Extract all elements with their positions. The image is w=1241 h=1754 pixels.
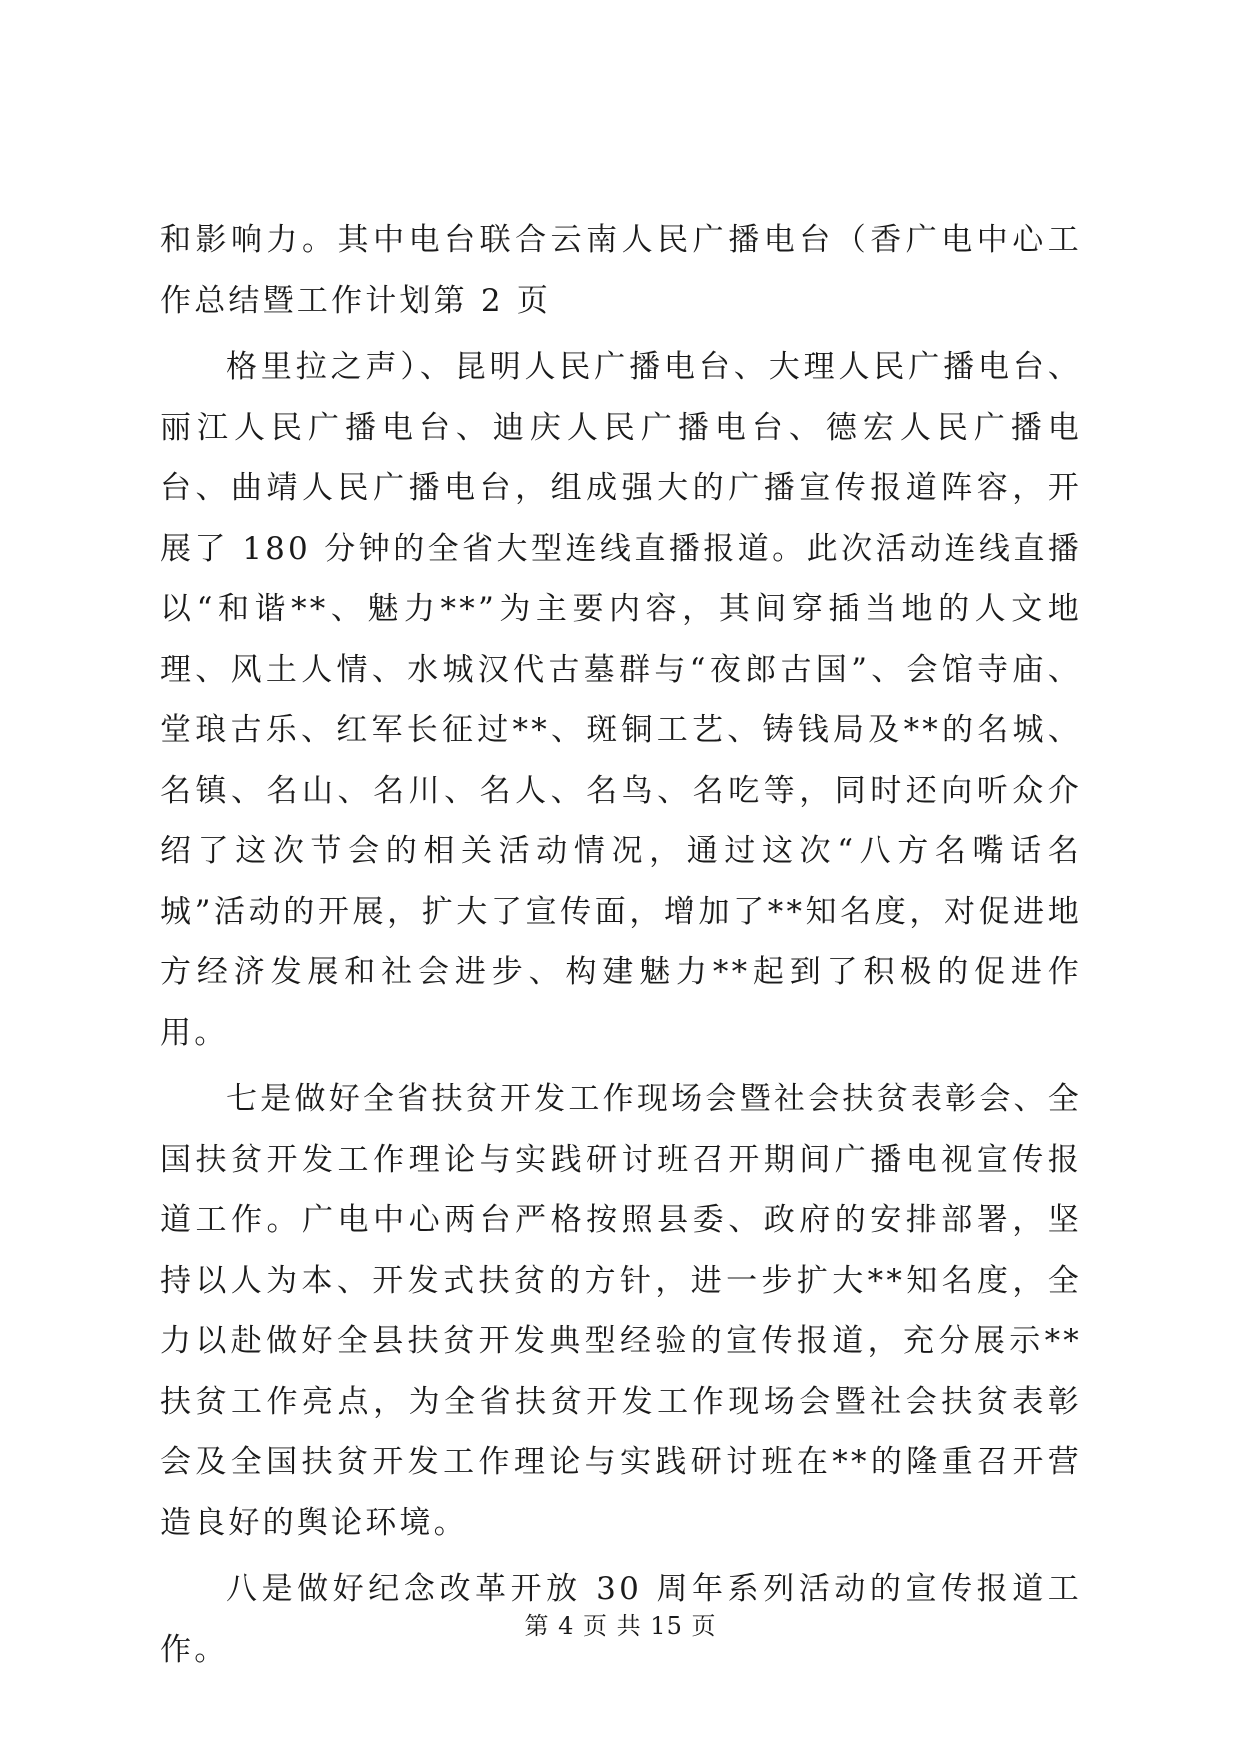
- paragraph-1: 和影响力。其中电台联合云南人民广播电台（香广电中心工作总结暨工作计划第 2 页: [160, 222, 1082, 319]
- page-number-footer: 第 4 页 共 15 页: [524, 1612, 717, 1640]
- document-body: [160, 210, 1082, 1680]
- paragraph-2: 格里拉之声）、昆明人民广播电台、大理人民广播电台、丽江人民广播电台、迪庆人民广播电台、德宏人民广播电台、曲靖人民广播电台，组成强大的广播宣传报道阵容，开展了 180 分钟的全省大型连线直播报道。此次活动连线直播以“和谐**、魅力**”为主要内容，其间穿插当地的人文地理、风土人情、水城汉代古墓群与“夜郎古国”、会馆寺庙、堂琅古乐、红军长征过**、斑铜工艺、铸钱局及**的名城、名镇、名山、名川、名人、名鸟、名吃等，同时还向听众介绍了这次节会的相关活动情况，通过这次“八方名嘴话名城”活动的开展，扩大了宣传面，增加了**知名度，对促进地方经济发展和社会进步、构建魅力**起到了积极的促进作用。: [160, 349, 1082, 1051]
- paragraph-3: 七是做好全省扶贫开发工作现场会暨社会扶贫表彰会、全国扶贫开发工作理论与实践研讨班召开期间广播电视宣传报道工作。广电中心两台严格按照县委、政府的安排部署，坚持以人为本、开发式扶贫的方针，进一步扩大**知名度，全力以赴做好全县扶贫开发典型经验的宣传报道，充分展示**扶贫工作亮点，为全省扶贫开发工作现场会暨社会扶贫表彰会及全国扶贫开发工作理论与实践研讨班在**的隆重召开营造良好的舆论环境。: [160, 1081, 1082, 1541]
- paragraph-4: 八是做好纪念改革开放 30 周年系列活动的宣传报道工作。: [160, 1571, 1082, 1668]
